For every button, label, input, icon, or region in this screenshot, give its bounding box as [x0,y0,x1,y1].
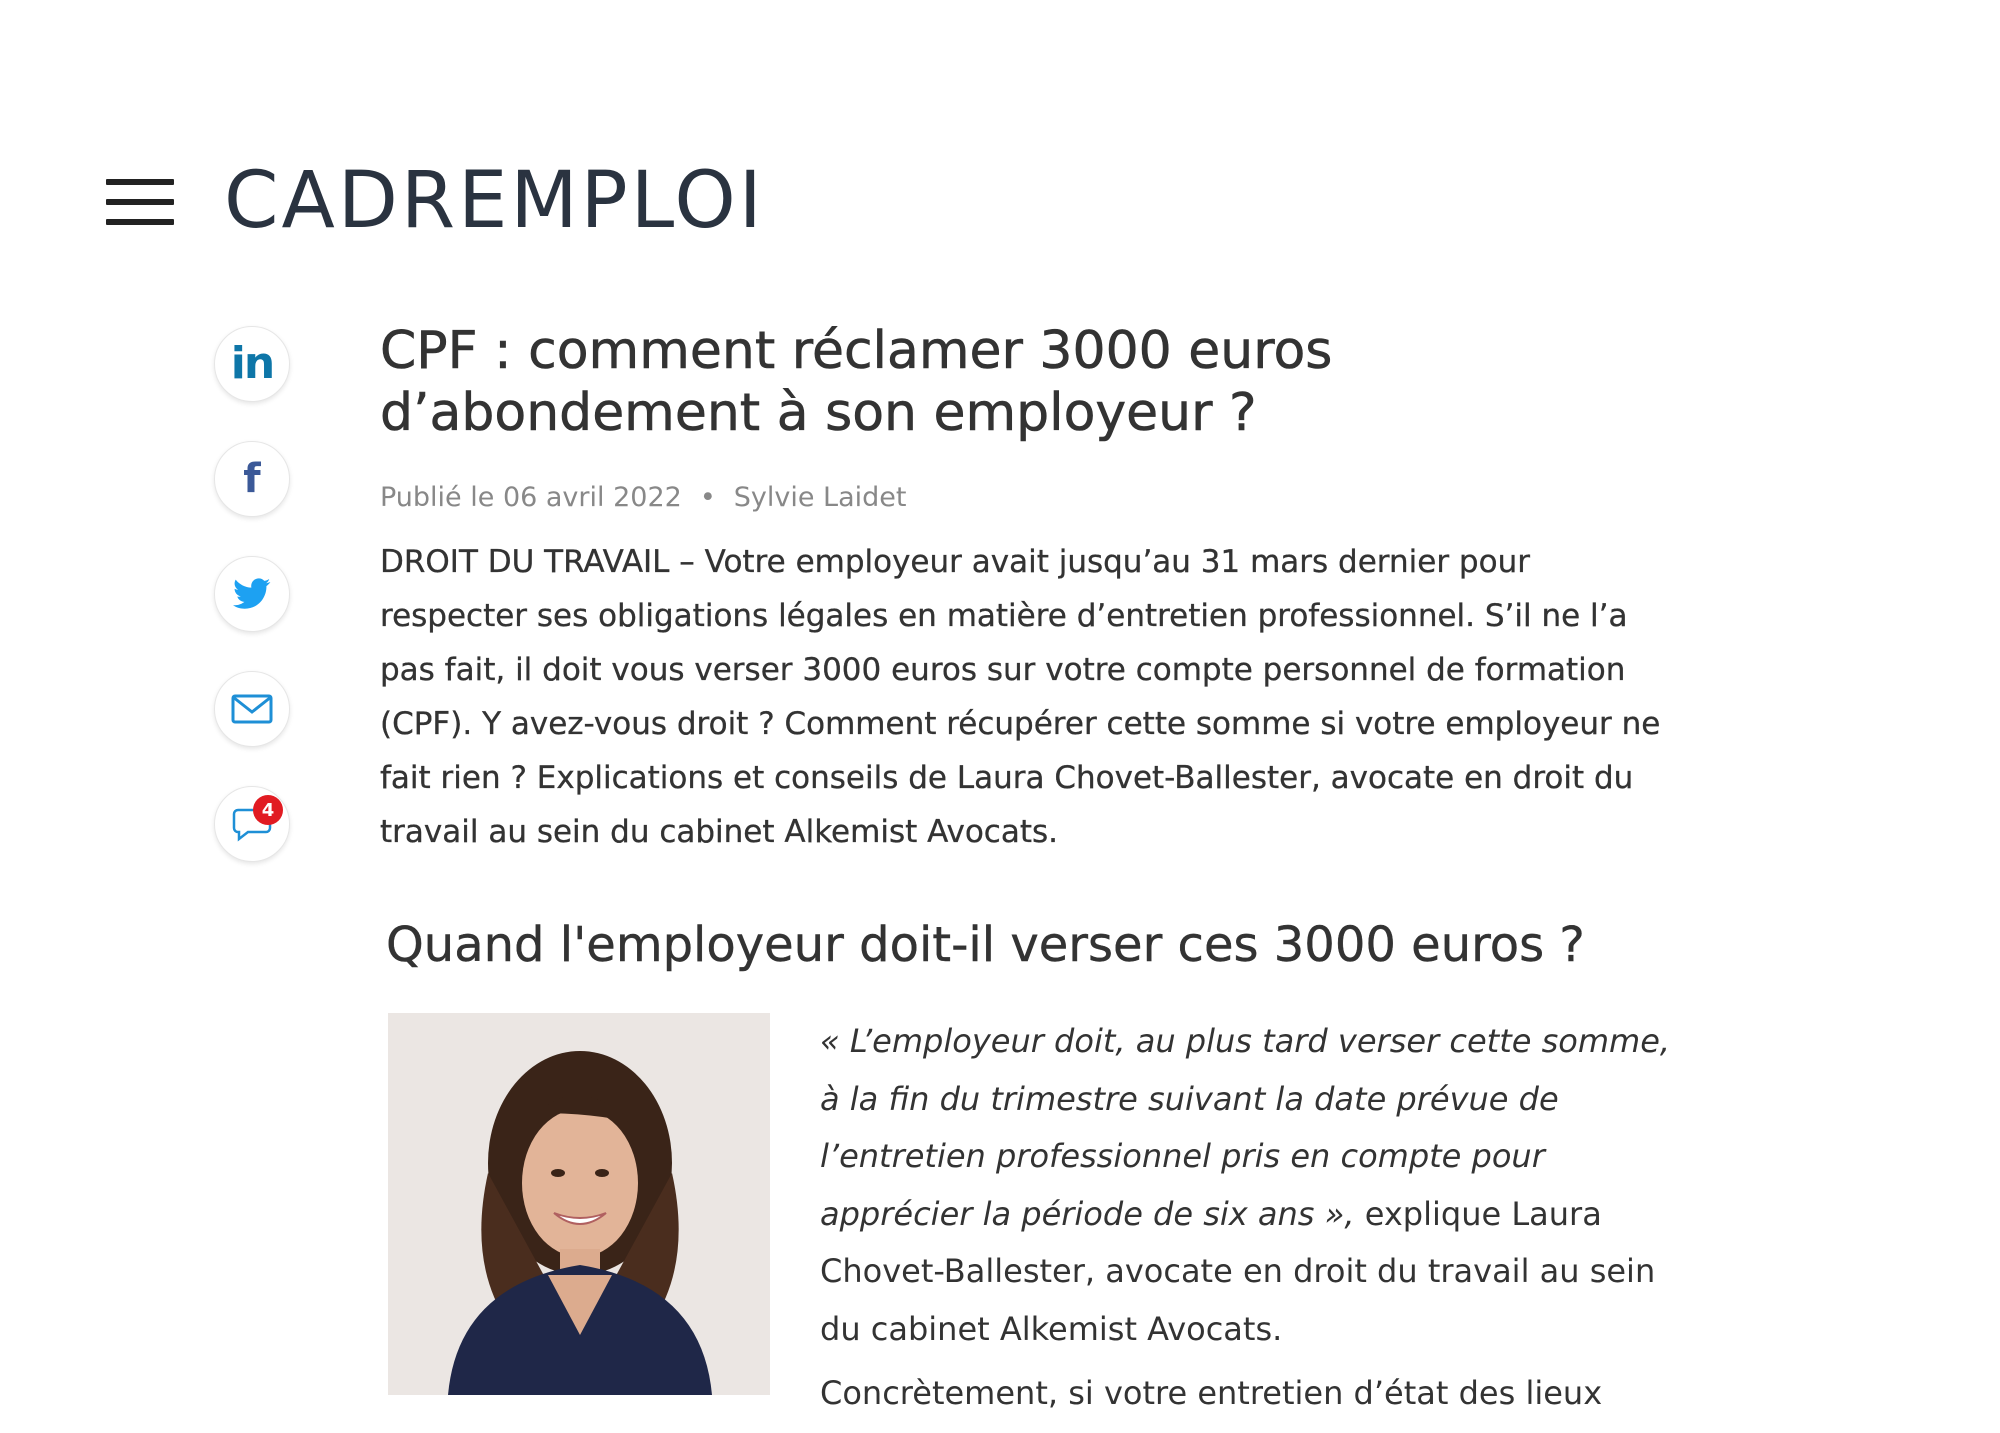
comments-button[interactable] [214,786,290,862]
quote: « L’employeur doit, au plus tard verser cette somme, à la fin du trimestre suivant la date prévue de l’entretien professionnel pris en compte pour apprécier la période de six ans », [820,1022,1671,1233]
hamburger-menu-icon[interactable] [106,179,174,225]
logo-text: CADREMPLOI [224,156,765,246]
author-photo [388,1013,770,1395]
quote-attribution: explique Laura Chovet-Ballester, avocate en droit du travail au sein du cabinet Alkemist Avocats. [820,1194,1656,1348]
email-share-button[interactable] [214,671,290,747]
menu-bar [106,179,174,185]
comment-count-badge: 4 [253,795,283,825]
article [380,320,1670,1433]
quote-paragraph [820,1013,1680,1358]
menu-bar [106,199,174,205]
title-line: CPF : comment réclamer 3000 euros [380,321,1333,381]
article-lead: DROIT DU TRAVAIL – Votre employeur avait jusqu’au 31 mars dernier pour respecter ses obligations légales en matière d’entretien professionnel. S’il ne l’a pas fait, il doit vous verser 3000 euros sur votre compte personnel de formation (CPF). Y avez-vous droit ? Comment récupérer cette somme si votre employeur ne fait rien ? Explications et conseils de Laura Chovet-Ballester, avocate en droit du travail au sein du cabinet Alkemist Avocats. [380,544,1661,850]
twitter-icon [233,578,271,610]
section-heading: Quand l'employeur doit-il verser ces 3000 euros ? [386,917,1585,973]
publish-date: Publié le 06 avril 2022 [380,482,682,513]
facebook-share-button[interactable] [214,441,290,517]
portrait-illustration [388,1013,770,1395]
next-paragraph: Concrètement, si votre entretien d’état des lieux [820,1374,1603,1412]
twitter-share-button[interactable] [214,556,290,632]
article-title [380,320,1670,444]
share-sidebar [214,326,290,862]
author-link[interactable]: Sylvie Laidet [733,482,907,513]
site-logo[interactable] [224,156,765,246]
linkedin-share-button[interactable] [214,326,290,402]
email-icon [231,694,273,724]
linkedin-icon: in [230,338,274,389]
meta-separator: • [699,482,716,513]
article-meta [380,482,1670,513]
title-line: d’abondement à son employeur ? [380,383,1257,443]
article-body [380,1013,1670,1433]
facebook-icon: f [243,456,261,502]
menu-bar [106,219,174,225]
